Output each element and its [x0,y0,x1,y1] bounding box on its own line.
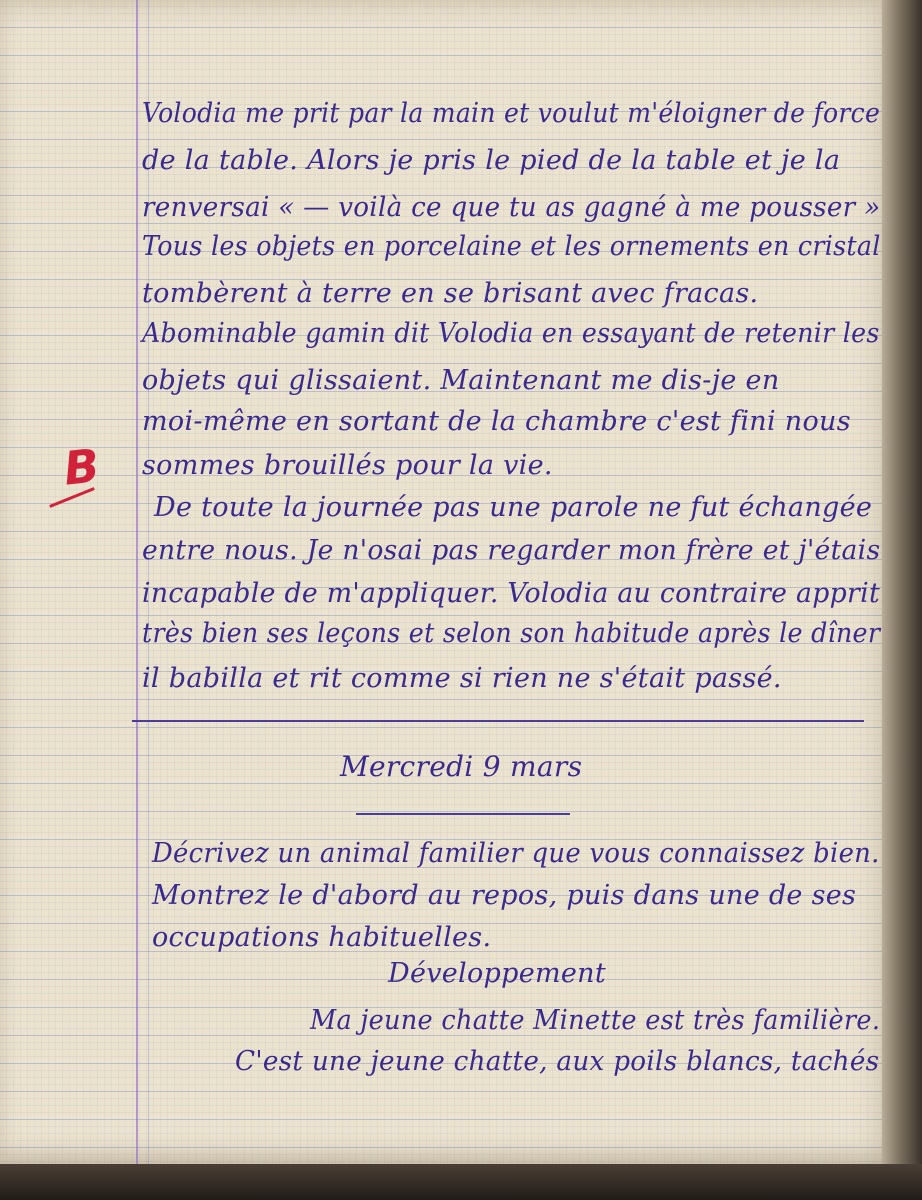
assignment-line: Décrivez un animal familier que vous connaissez bien. [152,838,880,869]
text-line: de la table. Alors je pris le pied de la table et je la [142,145,841,176]
text-line: Volodia me prit par la main et voulut m'éloigner de force [142,98,881,129]
section-heading: Développement [388,958,607,989]
assignment-line: Montrez le d'abord au repos, puis dans une de ses [152,880,857,911]
text-line: entre nous. Je n'osai pas regarder mon frère et j'étais [142,535,881,566]
text-line: tombèrent à terre en se brisant avec fracas. [142,278,759,309]
text-line: très bien ses leçons et selon son habitude après le dîner [142,618,881,649]
text-line: Tous les objets en porcelaine et les ornements en cristal [142,231,881,262]
text-line: De toute la journée pas une parole ne fut échangée [154,492,873,523]
text-line: moi-même en sortant de la chambre c'est fini nous [142,406,851,437]
date-heading: Mercredi 9 mars [340,750,583,783]
date-underline [356,813,570,815]
assignment-line: occupations habituelles. [152,922,492,953]
page-bottom-edge [0,1164,922,1200]
text-line: renversai « — voilà ce que tu as gagné à me pousser » [142,192,881,223]
text-line: sommes brouillés pour la vie. [142,450,553,481]
essay-line: C'est une jeune chatte, aux poils blancs, tachés [235,1046,880,1077]
grade-mark: B [61,438,102,496]
notebook-spine [882,0,922,1200]
text-line: incapable de m'appliquer. Volodia au contraire apprit [142,578,880,609]
section-divider [132,720,864,722]
text-line: Abominable gamin dit Volodia en essayant de retenir les [142,318,880,349]
text-line: il babilla et rit comme si rien ne s'était passé. [142,663,782,694]
essay-line: Ma jeune chatte Minette est très familière. [310,1005,881,1036]
text-line: objets qui glissaient. Maintenant me dis-je en [142,365,780,396]
margin-line [136,0,138,1165]
